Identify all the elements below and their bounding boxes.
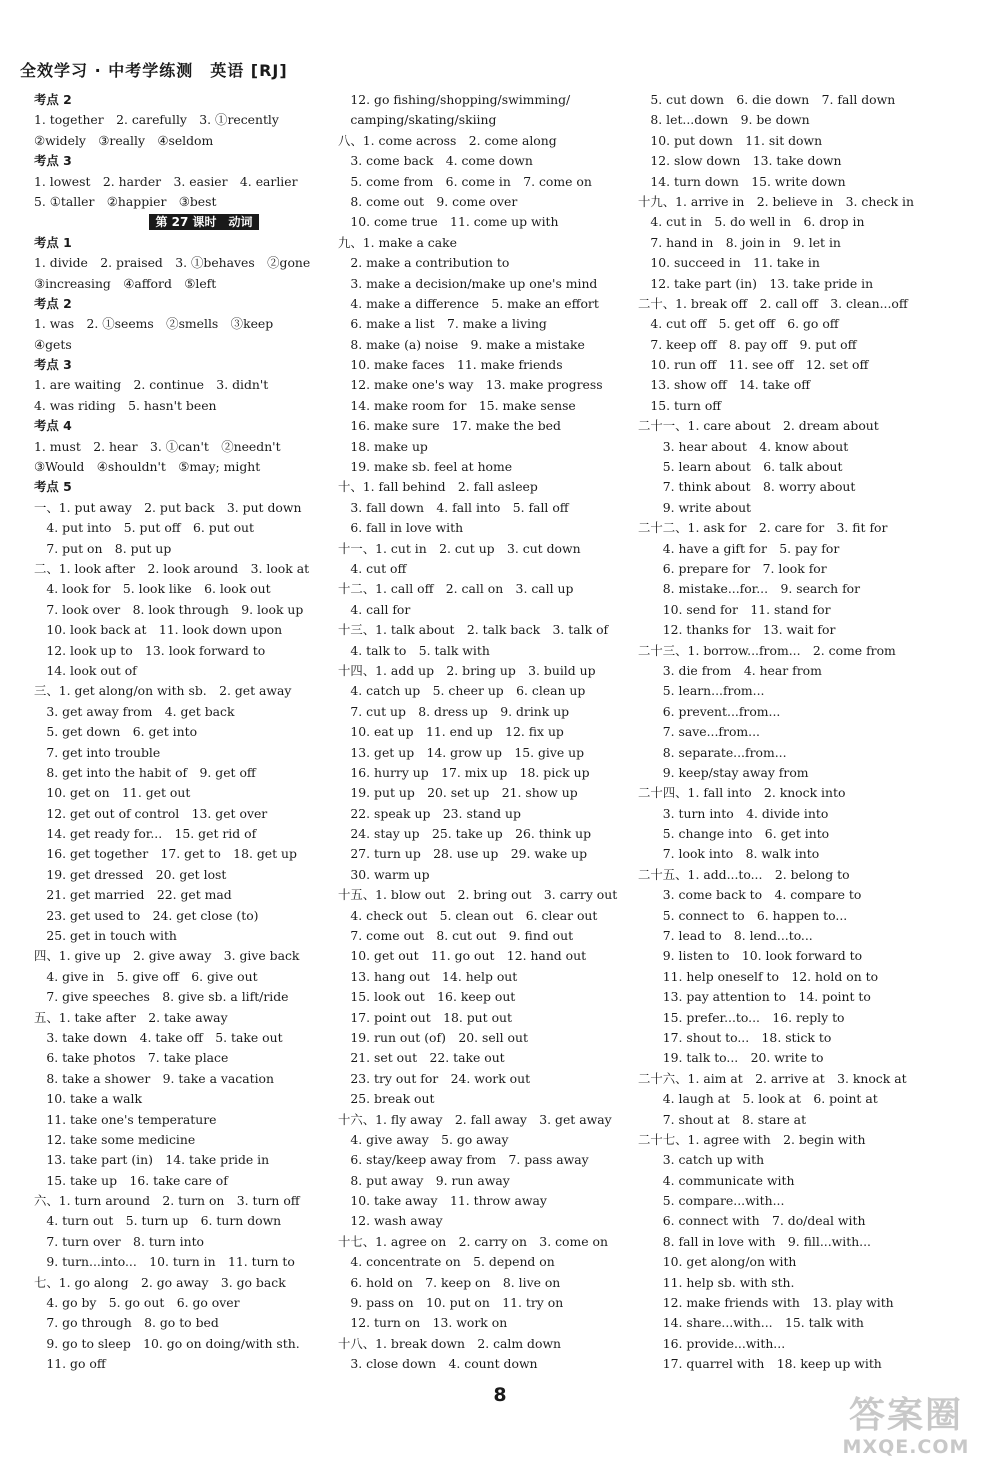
answer-line: 3. hear about 4. know about [638,438,849,454]
section-heading-label: 考点 2 [34,92,72,107]
answer-line: 7. turn over 8. turn into [34,1233,205,1249]
answer-line: 4. laugh at 5. look at 6. point at [638,1091,878,1107]
answer-line: 3. catch up with [638,1152,765,1168]
answer-line: 14. make room for 15. make sense [338,397,576,413]
answer-line: 5. compare...with... [638,1193,785,1209]
answer-line: 4. give in 5. give off 6. give out [34,968,258,984]
answer-line: 二十六、1. aim at 2. arrive at 3. knock at [638,1070,907,1086]
answer-line: 4. was riding 5. hasn't been [34,397,217,413]
answer-line: 12. wash away [338,1213,443,1229]
answer-line: 4. catch up 5. cheer up 6. clean up [338,683,586,699]
answer-line: ④gets [34,336,72,352]
answer-line: 21. set out 22. take out [338,1050,505,1066]
answer-line: 10. eat up 11. end up 12. fix up [338,724,564,740]
answer-line: 10. come true 11. come up with [338,214,559,230]
section-heading [34,294,334,314]
answer-line: 10. get out 11. go out 12. hand out [338,948,587,964]
section-heading [34,477,334,497]
watermark-logo [824,1396,988,1464]
answer-line: 7. give speeches 8. give sb. a lift/ride [34,989,289,1005]
answer-line: 7. hand in 8. join in 9. let in [638,234,841,250]
answer-line: 十一、1. cut in 2. cut up 3. cut down [338,540,581,556]
section-heading-label: 考点 5 [34,479,72,495]
answer-line: 23. try out for 24. work out [338,1070,531,1086]
answer-line: 19. run out (of) 20. sell out [338,1029,528,1045]
answer-line: 25. get in touch with [34,928,177,944]
answer-line: 30. warm up [338,866,430,882]
answer-line: 16. make sure 17. make the bed [338,418,561,434]
section-heading [34,355,334,375]
answer-line: 19. make sb. feel at home [338,459,513,475]
answer-line: 9. listen to 10. look forward to [638,948,863,964]
answer-line: 12. make friends with 13. play with [638,1295,894,1311]
section-heading [34,90,334,110]
answer-line: 3. take down 4. take off 5. take out [34,1029,283,1045]
answer-line: camping/skating/skiing [338,112,497,128]
answer-line: 16. hurry up 17. mix up 18. pick up [338,764,590,780]
answer-line: 5. learn...from... [638,683,765,699]
answer-line: 十七、1. agree on 2. carry on 3. come on [338,1233,608,1249]
answer-line: 13. show off 14. take off [638,377,811,393]
answer-line: 4. make a difference 5. make an effort [338,295,599,311]
answer-line: 4. cut off [338,560,407,576]
answer-line: 十六、1. fly away 2. fall away 3. get away [338,1111,612,1127]
answer-line: 7. get into trouble [34,744,161,760]
answer-line: 12. thanks for 13. wait for [638,622,836,638]
answer-line: 4. communicate with [638,1172,795,1188]
answer-line: 18. make up [338,438,428,454]
section-heading [34,151,334,171]
answer-line: 15. turn off [638,397,722,413]
answer-line: 10. send for 11. stand for [638,601,831,617]
answer-line: 17. quarrel with 18. keep up with [638,1356,882,1372]
lesson-title-label: 第 27 课时 动词 [149,214,258,230]
answer-line: 五、1. take after 2. take away [34,1009,228,1025]
answer-line: 8. separate...from... [638,744,787,760]
answer-line: 5. get down 6. get into [34,724,198,740]
answer-line: 16. provide...with... [638,1335,786,1351]
answer-line: 13. take part (in) 14. take pride in [34,1152,270,1168]
answer-line: 二十四、1. fall into 2. knock into [638,785,846,801]
answer-line: ②widely ③really ④seldom [34,132,214,148]
answer-line: 7. lead to 8. lend...to... [638,928,813,944]
answer-line: 二十、1. break off 2. call off 3. clean...off [638,295,908,311]
answer-line: 4. call for [338,601,411,617]
answer-line: 6. connect with 7. do/deal with [638,1213,866,1229]
answer-line: 8. fall in love with 9. fill...with... [638,1233,871,1249]
section-heading-label: 考点 1 [34,234,72,250]
answer-line: 四、1. give up 2. give away 3. give back [34,948,300,964]
answer-line: 15. take up 16. take care of [34,1172,228,1188]
answer-line: 十、1. fall behind 2. fall asleep [338,479,538,495]
answer-line: 23. get used to 24. get close (to) [34,907,259,923]
answer-line: 1. was 2. ①seems ②smells ③keep [34,316,274,332]
answer-line: 22. speak up 23. stand up [338,805,521,821]
answer-line: 8. get into the habit of 9. get off [34,764,256,780]
answer-line: 二十三、1. borrow...from... 2. come from [638,642,896,658]
section-heading [34,233,334,253]
answer-line: 十四、1. add up 2. bring up 3. build up [338,662,596,678]
answer-line: 3. fall down 4. fall into 5. fall off [338,499,569,515]
answer-line: 12. take part (in) 13. take pride in [638,275,874,291]
answer-line: 十九、1. arrive in 2. believe in 3. check in [638,193,914,209]
answer-line: 9. pass on 10. put on 11. try on [338,1295,564,1311]
answer-line: 17. point out 18. put out [338,1009,512,1025]
answer-line: 5. ①taller ②happier ③best [34,193,217,209]
answer-line: 7. look over 8. look through 9. look up [34,601,304,617]
answer-line: 十五、1. blow out 2. bring out 3. carry out [338,887,618,903]
answer-line: 4. go by 5. go out 6. go over [34,1295,240,1311]
answer-line: 4. cut in 5. do well in 6. drop in [638,214,865,230]
answer-line: 3. come back to 4. compare to [638,887,862,903]
answer-line: 二十五、1. add...to... 2. belong to [638,866,850,882]
answer-line: 24. stay up 25. take up 26. think up [338,826,591,842]
answer-line: 15. look out 16. keep out [338,989,516,1005]
answer-line: 4. look for 5. look like 6. look out [34,581,271,597]
answer-line: 3. make a decision/make up one's mind [338,275,598,291]
answer-line: 25. break out [338,1091,435,1107]
answer-line: 7. come out 8. cut out 9. find out [338,928,574,944]
answer-line: 九、1. make a cake [338,234,457,250]
answer-line: 6. hold on 7. keep on 8. live on [338,1274,561,1290]
answer-line: 4. cut off 5. get off 6. go off [638,316,839,332]
section-heading-label: 考点 3 [34,357,72,373]
section-heading-label: 考点 3 [34,153,72,169]
answer-line: 3. die from 4. hear from [638,662,822,678]
answer-line: 3. come back 4. come down [338,153,533,169]
watermark-logo-text: 答案圈 [848,1395,963,1436]
answer-line: 10. run off 11. see off 12. set off [638,357,869,373]
answer-line: 14. get ready for... 15. get rid of [34,826,257,842]
answer-line: 7. shout at 8. stare at [638,1111,807,1127]
answer-line: 11. go off [34,1356,106,1372]
answer-line: 11. help sb. with sth. [638,1274,795,1290]
answer-line: 4. put into 5. put off 6. put out [34,520,255,536]
answer-line: 七、1. go along 2. go away 3. go back [34,1274,286,1290]
answer-line: 12. look up to 13. look forward to [34,642,266,658]
answer-line: 6. prepare for 7. look for [638,560,827,576]
answer-line: 4. talk to 5. talk with [338,642,490,658]
page-header: 全效学习 · 中考学练测 英语 [RJ] [20,61,288,80]
section-heading [34,416,334,436]
answer-line: 二、1. look after 2. look around 3. look at [34,560,310,576]
answer-line: 15. prefer...to... 16. reply to [638,1009,845,1025]
answer-line: 三、1. get along/on with sb. 2. get away [34,683,292,699]
answer-line: 7. look into 8. walk into [638,846,820,862]
answer-line: 10. make faces 11. make friends [338,357,563,373]
answer-line: 十三、1. talk about 2. talk back 3. talk of [338,622,609,638]
answer-column-1 [34,90,334,1375]
answer-line: 8. make (a) noise 9. make a mistake [338,336,585,352]
answer-line: 14. look out of [34,662,137,678]
answer-line: 1. divide 2. praised 3. ①behaves ②gone [34,255,311,271]
watermark-url: MXQE.COM [842,1436,970,1458]
answer-line: 4. have a gift for 5. pay for [638,540,840,556]
answer-line: 10. look back at 11. look down upon [34,622,283,638]
answer-line: 3. turn into 4. divide into [638,805,829,821]
answer-line: 6. fall in love with [338,520,464,536]
answer-line: 一、1. put away 2. put back 3. put down [34,499,302,515]
answer-line: 5. cut down 6. die down 7. fall down [638,92,896,107]
answer-line: 二十七、1. agree with 2. begin with [638,1131,866,1147]
answer-line: 10. take a walk [34,1091,142,1107]
answer-line: 8. let...down 9. be down [638,112,810,128]
answer-line: 11. help oneself to 12. hold on to [638,968,879,984]
answer-line: 8. put away 9. run away [338,1172,510,1188]
answer-line: 3. close down 4. count down [338,1356,538,1372]
answer-line: 13. hang out 14. help out [338,968,518,984]
answer-line: 5. connect to 6. happen to... [638,907,848,923]
page-number: 8 [493,1384,507,1406]
answer-line: 12. slow down 13. take down [638,153,842,169]
answer-line: 9. write about [638,499,752,515]
answer-line: 1. lowest 2. harder 3. easier 4. earlier [34,173,298,189]
answer-line: 3. get away from 4. get back [34,703,235,719]
answer-line: 13. get up 14. grow up 15. give up [338,744,585,760]
answer-line: 二十一、1. care about 2. dream about [638,418,879,434]
answer-line: 14. turn down 15. write down [638,173,846,189]
answer-line: 六、1. turn around 2. turn on 3. turn off [34,1193,300,1209]
answer-line: 8. take a shower 9. take a vacation [34,1070,275,1086]
answer-line: 10. put down 11. sit down [638,132,823,148]
answer-line: 二十二、1. ask for 2. care for 3. fit for [638,520,888,536]
answer-line: 4. turn out 5. turn up 6. turn down [34,1213,282,1229]
answer-line: 4. check out 5. clean out 6. clear out [338,907,598,923]
answer-line: 6. take photos 7. take place [34,1050,229,1066]
answer-line: 12. go fishing/shopping/swimming/ [338,92,571,107]
answer-line: 7. think about 8. worry about [638,479,856,495]
answer-line: 12. make one's way 13. make progress [338,377,603,393]
answer-line: 十八、1. break down 2. calm down [338,1335,562,1351]
answer-line: ③Would ④shouldn't ⑤may; might [34,459,261,475]
answer-line: 八、1. come across 2. come along [338,132,557,148]
answer-line: 27. turn up 28. use up 29. wake up [338,846,588,862]
answer-line: 21. get married 22. get mad [34,887,232,903]
answer-line: 6. prevent...from... [638,703,781,719]
lesson-title [34,212,334,232]
section-heading-label: 考点 4 [34,418,72,434]
answer-line: 17. shout to... 18. stick to [638,1029,832,1045]
answer-line: 1. are waiting 2. continue 3. didn't [34,377,269,393]
answer-line: 6. make a list 7. make a living [338,316,547,332]
answer-line: 7. cut up 8. dress up 9. drink up [338,703,570,719]
answer-line: 12. turn on 13. work on [338,1315,508,1331]
answer-line: 16. get together 17. get to 18. get up [34,846,297,862]
answer-line: 8. come out 9. come over [338,193,518,209]
answer-line: 14. share...with... 15. talk with [638,1315,864,1331]
answer-line: 5. change into 6. get into [638,826,830,842]
answer-line: 7. save...from... [638,724,760,740]
answer-line: 2. make a contribution to [338,255,510,271]
answer-line: 8. mistake...for... 9. search for [638,581,861,597]
answer-line: ③increasing ④afford ⑤left [34,275,217,291]
answer-column-3 [638,90,938,1375]
answer-line: 4. concentrate on 5. depend on [338,1254,555,1270]
answer-line: 10. succeed in 11. take in [638,255,820,271]
answer-line: 12. take some medicine [34,1131,196,1147]
answer-line: 10. get on 11. get out [34,785,191,801]
answer-line: 19. get dressed 20. get lost [34,866,227,882]
answer-line: 19. put up 20. set up 21. show up [338,785,578,801]
answer-line: 13. pay attention to 14. point to [638,989,871,1005]
section-heading-label: 考点 2 [34,295,72,311]
answer-line: 7. go through 8. go to bed [34,1315,219,1331]
answer-line: 12. get out of control 13. get over [34,805,268,821]
answer-line: 1. must 2. hear 3. ①can't ②needn't [34,438,281,454]
answer-line: 9. turn...into... 10. turn in 11. turn to [34,1254,295,1270]
answer-line: 6. stay/keep away from 7. pass away [338,1152,589,1168]
answer-line: 7. keep off 8. pay off 9. put off [638,336,857,352]
answer-line: 5. learn about 6. talk about [638,459,843,475]
answer-line: 1. together 2. carefully 3. ①recently [34,112,279,128]
answer-line: 9. go to sleep 10. go on doing/with sth. [34,1335,300,1351]
answer-line: 19. talk to... 20. write to [638,1050,824,1066]
answer-line: 10. take away 11. throw away [338,1193,547,1209]
answer-line: 十二、1. call off 2. call on 3. call up [338,581,574,597]
answer-line: 11. take one's temperature [34,1111,217,1127]
answer-line: 7. put on 8. put up [34,540,172,556]
answer-line: 9. keep/stay away from [638,764,809,780]
answer-line: 10. get along/on with [638,1254,797,1270]
answer-column-2 [338,90,634,1375]
answer-line: 4. give away 5. go away [338,1131,509,1147]
answer-line: 5. come from 6. come in 7. come on [338,173,592,189]
